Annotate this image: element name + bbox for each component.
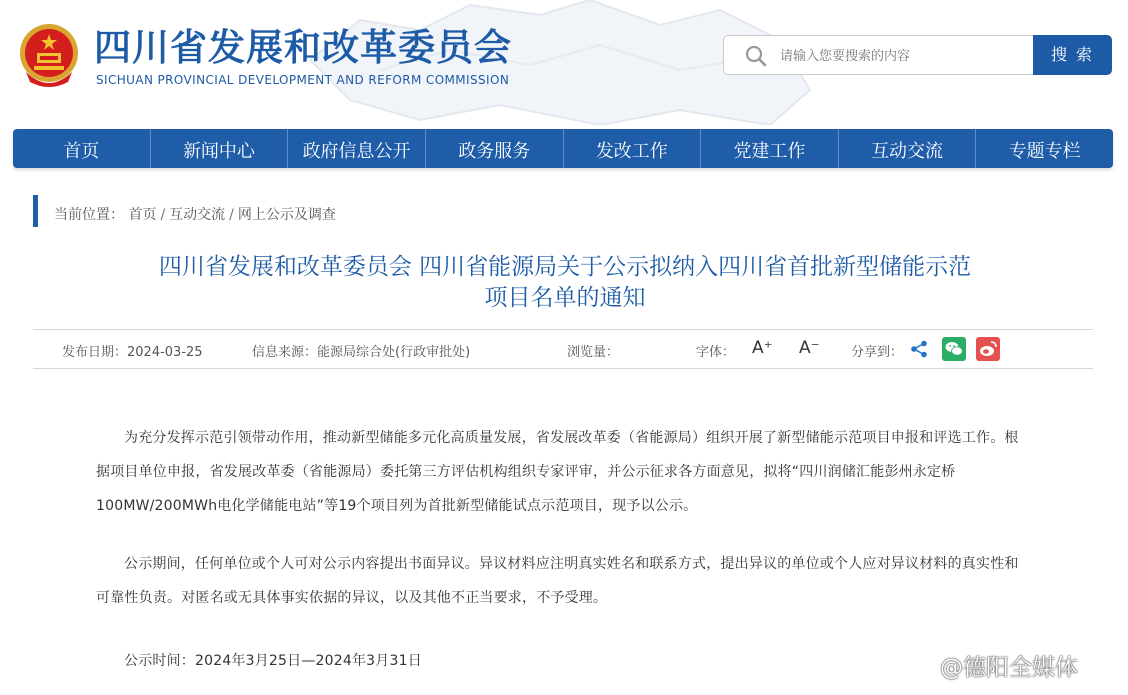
nav-item-reform-work[interactable]: 发改工作	[564, 129, 702, 168]
breadcrumb-public-survey[interactable]: 网上公示及调查	[237, 207, 336, 223]
search-input[interactable]	[778, 36, 1022, 76]
weibo-icon	[976, 337, 1000, 361]
article-title-line-2: 项目名单的通知	[484, 285, 646, 311]
site-title[interactable]: 四川省发展和改革委员会	[94, 26, 512, 69]
wechat-icon	[942, 337, 966, 361]
search-button[interactable]: 搜 索	[1033, 35, 1112, 75]
article-paragraph-2: 公示期间，任何单位或个人可对公示内容提出书面异议。异议材料应注明真实姓名和联系方式，提出异议的单位或个人应对异议材料的真实性和可靠性负责。对匿名或无具体事实依据的异议，以及其他不正当要求，不予受理。	[96, 556, 1019, 606]
font-size-label: 字体：	[696, 345, 736, 360]
main-nav	[13, 129, 1113, 168]
watermark-text: @德阳全媒体	[940, 655, 1078, 681]
weibo-watermark-icon	[898, 652, 938, 684]
breadcrumb-separator: /	[160, 207, 166, 223]
weibo-share-button[interactable]	[976, 337, 1000, 361]
article-source: 信息来源：能源局综合处(行政审批处)	[252, 345, 471, 360]
share-icon[interactable]	[910, 340, 928, 358]
national-emblem-logo	[18, 22, 80, 88]
search-box	[723, 35, 1033, 75]
publish-date: 发布日期：2024-03-25	[62, 345, 203, 360]
divider	[33, 368, 1093, 369]
breadcrumb-interaction[interactable]: 互动交流	[169, 207, 226, 223]
breadcrumb-home[interactable]: 首页	[128, 207, 157, 223]
wechat-share-button[interactable]	[942, 337, 966, 361]
article-title-line-1: 四川省发展和改革委员会 四川省能源局关于公示拟纳入四川省首批新型储能示范	[158, 254, 972, 280]
article-paragraph-1: 为充分发挥示范引领带动作用，推动新型储能多元化高质量发展，省发展改革委（省能源局）组织开展了新型储能示范项目申报和评选工作。根据项目单位申报，省发展改革委（省能源局）委托第三方评估机构组织专家评审，并公示征求各方面意见，拟将“四川润储汇能彭州永定桥100MW/200MWh电化学储能电站”等19个项目列为首批新型储能试点示范项目，现予以公示。	[96, 430, 1019, 514]
breadcrumb-prefix: 当前位置：	[54, 207, 124, 223]
search-icon	[744, 44, 768, 68]
article-paragraph-3: 公示时间：2024年3月25日—2024年3月31日	[124, 653, 422, 669]
nav-item-services[interactable]: 政务服务	[426, 129, 564, 168]
view-count: 浏览量：	[567, 345, 620, 360]
font-increase-button[interactable]: A⁺	[752, 338, 773, 358]
nav-item-news[interactable]: 新闻中心	[151, 129, 289, 168]
nav-item-home[interactable]: 首页	[13, 129, 151, 168]
site-header	[0, 0, 1128, 125]
nav-item-special[interactable]: 专题专栏	[1008, 141, 1081, 162]
nav-item-interaction[interactable]: 互动交流	[839, 129, 977, 168]
nav-item-gov-info[interactable]: 政府信息公开	[288, 129, 426, 168]
nav-item-party-work[interactable]: 党建工作	[701, 129, 839, 168]
divider	[33, 329, 1093, 330]
site-subtitle: SICHUAN PROVINCIAL DEVELOPMENT AND REFORM COMMISSION	[96, 73, 510, 87]
breadcrumb-accent	[33, 195, 38, 227]
share-label: 分享到：	[851, 345, 904, 360]
breadcrumb-separator: /	[229, 207, 234, 223]
breadcrumb	[54, 204, 336, 224]
font-decrease-button[interactable]: A⁻	[799, 338, 820, 358]
article-title	[40, 252, 1090, 314]
